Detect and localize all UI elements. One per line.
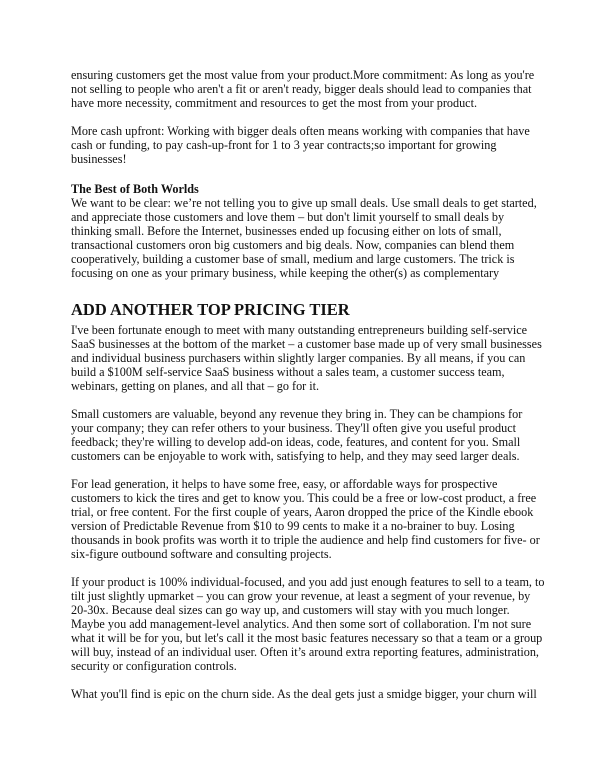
text-line: businesses! [71, 152, 127, 166]
text-line: We want to be clear: we’re not telling you to give up small deals. Use small deals to get started, [71, 196, 537, 210]
text-line: thinking small. Before the Internet, businesses ended up focusing either on lots of small, [71, 224, 502, 238]
text-line: Maybe you add management-level analytics. And then some sort of collaboration. I'm not sure [71, 617, 532, 631]
text-line: not selling to people who aren't a fit or aren't ready, bigger deals should lead to companies that [71, 82, 532, 96]
subheading: The Best of Both Worlds [71, 182, 199, 196]
text-line: More cash upfront: Working with bigger deals often means working with companies that have [71, 124, 530, 138]
text-line: webinars, getting on planes, and all that – go for it. [71, 379, 320, 393]
text-line: version of Predictable Revenue from $10 to 99 cents to make it a no-brainer to buy. Losing [71, 519, 515, 533]
paragraph [71, 575, 545, 673]
text-line: and individual business purchasers within slightly larger companies. By all means, if you can [71, 351, 526, 365]
text-line: security or configuration controls. [71, 659, 237, 673]
text-line: If your product is 100% individual-focused, and you add just enough features to sell to a team, to [71, 575, 545, 589]
text-line: SaaS businesses at the bottom of the market – a customer base made up of very small businesses [71, 337, 542, 351]
section-heading: ADD ANOTHER TOP PRICING TIER [71, 300, 350, 319]
text-line: 20-30x. Because deal sizes can go way up, and customers will stay with you much longer. [71, 603, 510, 617]
text-line: What you'll find is epic on the churn side. As the deal gets just a smidge bigger, your churn will [71, 687, 537, 701]
text-line: For lead generation, it helps to have some free, easy, or affordable ways for prospective [71, 477, 498, 491]
text-line: build a $100M self-service SaaS business without a sales team, a customer success team, [71, 365, 505, 379]
text-line: customers to kick the tires and get to know you. This could be a free or low-cost product, a free [71, 491, 537, 505]
paragraph [71, 407, 541, 463]
paragraph [71, 182, 541, 280]
text-line: and appreciate those customers and love them – but don't limit yourself to small deals by [71, 210, 505, 224]
text-line: your company; they can refer others to your business. They'll often give you useful product [71, 421, 517, 435]
text-line: Small customers are valuable, beyond any revenue they bring in. They can be champions for [71, 407, 523, 421]
text-line: customers can be enjoyable to work with, satisfying to help, and they may seed larger deals. [71, 449, 520, 463]
text-line: what it will be for you, but let's call it the most basic features necessary so that a team or a group [71, 631, 543, 645]
text-line: will buy, instead of an individual user. Often it’s around extra reporting features, administration, [71, 645, 539, 659]
text-line: have more necessity, commitment and resources to get the most from your product. [71, 96, 478, 110]
text-line: feedback; they're willing to develop add-on ideas, code, features, and content for you. Small [71, 435, 521, 449]
text-line: cash or funding, to pay cash-up-front for 1 to 3 year contracts;so important for growing [71, 138, 497, 152]
text-line: transactional customers oron big customers and big deals. Now, companies can blend them [71, 238, 515, 252]
text-line: trial, or free content. For the first couple of years, Aaron dropped the price of the Kindle ebook [71, 505, 534, 519]
paragraph [71, 68, 541, 110]
text-line: six-figure outbound software and consulting projects. [71, 547, 332, 561]
text-line: cooperatively, building a customer base of small, medium and large customers. The trick is [71, 252, 515, 266]
text-line: ensuring customers get the most value from your product.More commitment: As long as you're [71, 68, 535, 82]
paragraph [71, 323, 541, 393]
text-line: I've been fortunate enough to meet with many outstanding entrepreneurs building self-service [71, 323, 528, 337]
text-line: tilt just slightly upmarket – you can grow your revenue, at least a segment of your revenue, by [71, 589, 531, 603]
paragraph [71, 687, 541, 701]
text-line: focusing on one as your primary business, while keeping the other(s) as complementary [71, 266, 500, 280]
paragraph [71, 124, 541, 166]
paragraph [71, 477, 541, 561]
text-line: thousands in book profits was worth it to triple the audience and help find customers for five- or [71, 533, 540, 547]
